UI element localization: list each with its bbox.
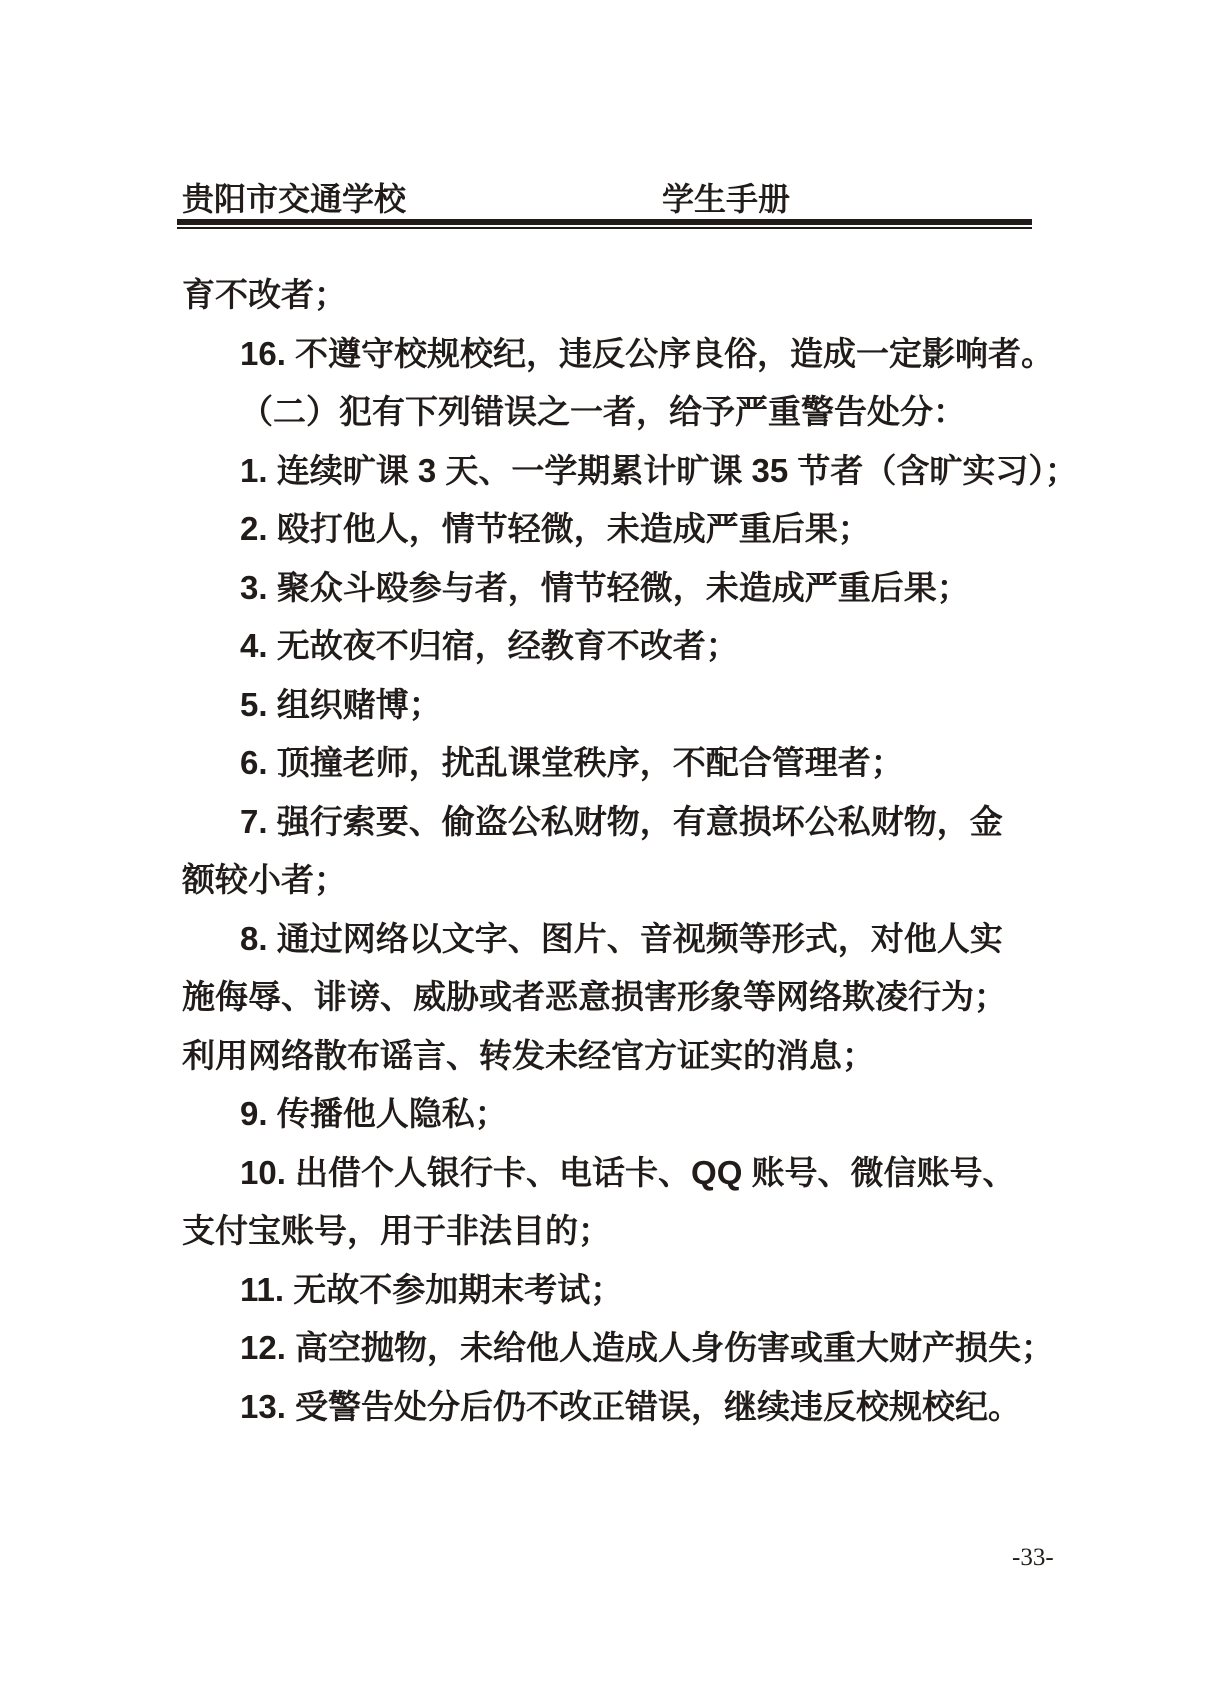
body-line-item-8: 8. 通过网络以文字、图片、音视频等形式，对他人实 [240,919,1003,957]
header-school-name: 贵阳市交通学校 [182,181,407,217]
body-line-item-6: 6. 顶撞老师，扰乱课堂秩序，不配合管理者； [240,744,904,781]
body-line-item-4: 4. 无故夜不归宿，经教育不改者； [240,627,739,664]
body-line-item-16: 16. 不遵守校规校纪，违反公序良俗，造成一定影响者。 [240,334,1055,372]
body-line-item-2: 2. 殴打他人，情节轻微，未造成严重后果； [240,510,871,547]
body-line-item-10-cont: 支付宝账号，用于非法目的； [182,1212,611,1249]
body-line-item-3: 3. 聚众斗殴参与者，情节轻微，未造成严重后果； [240,568,970,606]
header-document-title: 学生手册 [662,181,791,217]
body-line-item-11: 11. 无故不参加期末考试； [240,1270,624,1308]
body-line-item-7: 7. 强行索要、偷盗公私财物，有意损坏公私财物，金 [240,802,1003,840]
body-line-item-1: 1. 连续旷课 3 天、一学期累计旷课 35 节者（含旷实习）； [240,451,1078,489]
body-line-item-10: 10. 出借个人银行卡、电话卡、QQ 账号、微信账号、 [240,1153,1016,1191]
body-line-item-12: 12. 高空抛物，未给他人造成人身伤害或重大财产损失； [240,1329,1055,1366]
body-line-item-5: 5. 组织赌博； [240,685,442,723]
body-line-section-2: （二）犯有下列错误之一者，给予严重警告处分： [240,393,966,430]
body-line-item-13: 13. 受警告处分后仍不改正错误，继续违反校规校纪。 [240,1387,1022,1425]
body-line-item-8-cont: 施侮辱、诽谤、威胁或者恶意损害形象等网络欺凌行为； [182,978,1007,1015]
body-text-block [182,266,1078,1436]
body-line-item-8-cont2: 利用网络散布谣言、转发未经官方证实的消息； [182,1036,875,1074]
body-line-item-9: 9. 传播他人隐私； [240,1095,508,1132]
body-line-continuation: 育不改者； [182,276,347,313]
page-number: -33- [1012,1544,1054,1571]
header-double-rule [177,219,1032,229]
body-line-item-7-cont: 额较小者； [182,861,347,898]
